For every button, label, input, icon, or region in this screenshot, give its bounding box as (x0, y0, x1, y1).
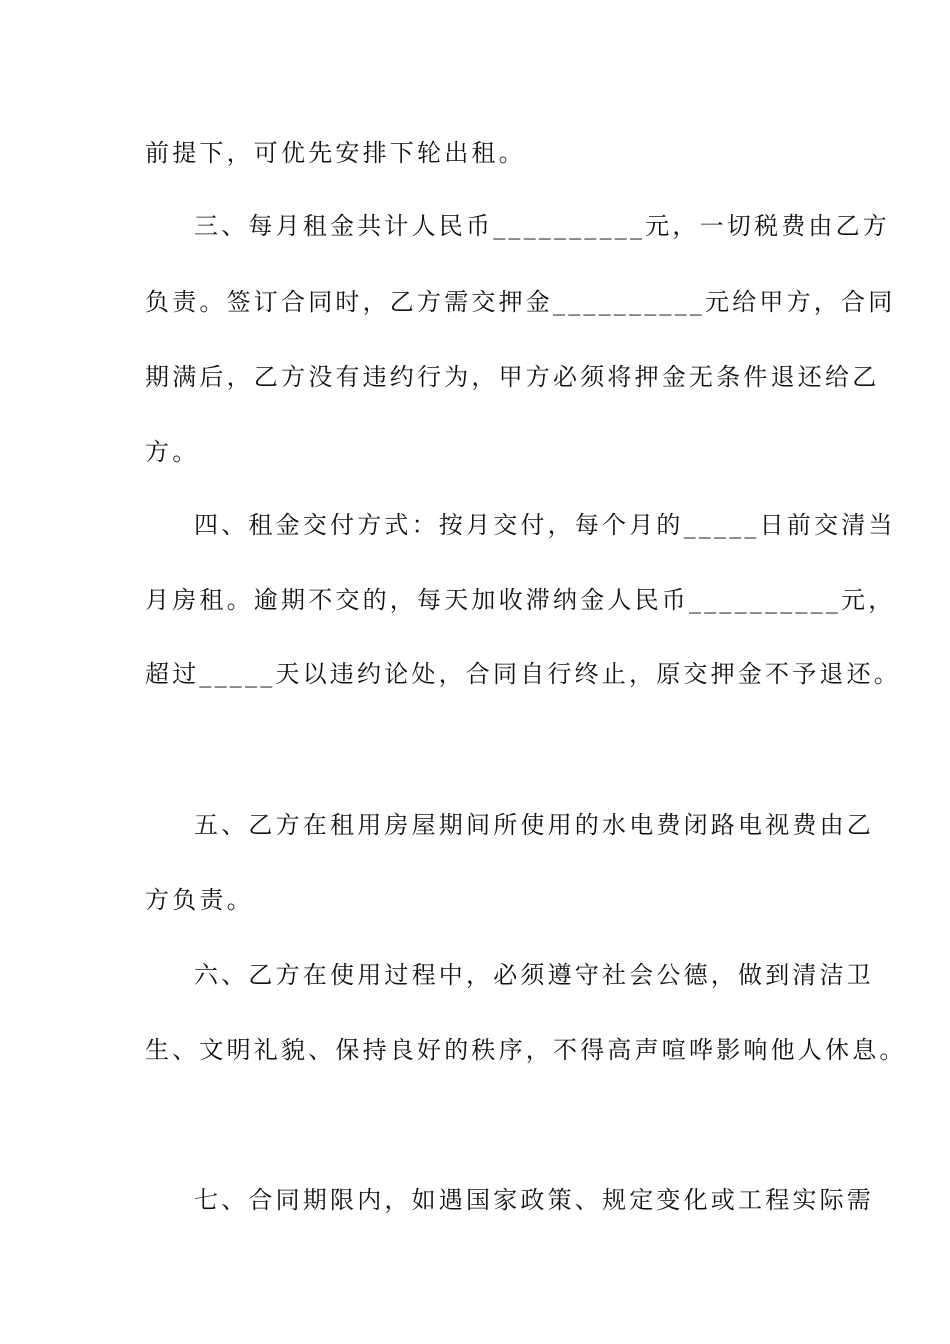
text-line: 四、租金交付方式：按月交付，每个月的_____日前交清当 (194, 511, 896, 539)
text-line: 期满后，乙方没有违约行为，甲方必须将押金无条件退还给乙 (145, 363, 880, 391)
text-line: 方。 (145, 438, 200, 466)
text-line: 三、每月租金共计人民币__________元，一切税费由乙方 (194, 212, 890, 240)
text-line: 七、合同期限内，如遇国家政策、规定变化或工程实际需 (194, 1186, 874, 1214)
text-line: 前提下，可优先安排下轮出租。 (145, 139, 526, 167)
text-line: 生、文明礼貌、保持良好的秩序，不得高声喧哗影响他人休息。 (145, 1036, 907, 1064)
text-line: 方负责。 (145, 886, 254, 914)
text-line: 超过_____天以违约论处，合同自行终止，原交押金不予退还。 (145, 660, 901, 688)
text-line: 月房租。逾期不交的，每天加收滞纳金人民币__________元， (145, 586, 896, 614)
text-line: 六、乙方在使用过程中，必须遵守社会公德，做到清洁卫 (194, 961, 874, 989)
text-line: 负责。签订合同时，乙方需交押金__________元给甲方，合同 (145, 288, 896, 316)
text-line: 五、乙方在租用房屋期间所使用的水电费闭路电视费由乙 (194, 811, 874, 839)
